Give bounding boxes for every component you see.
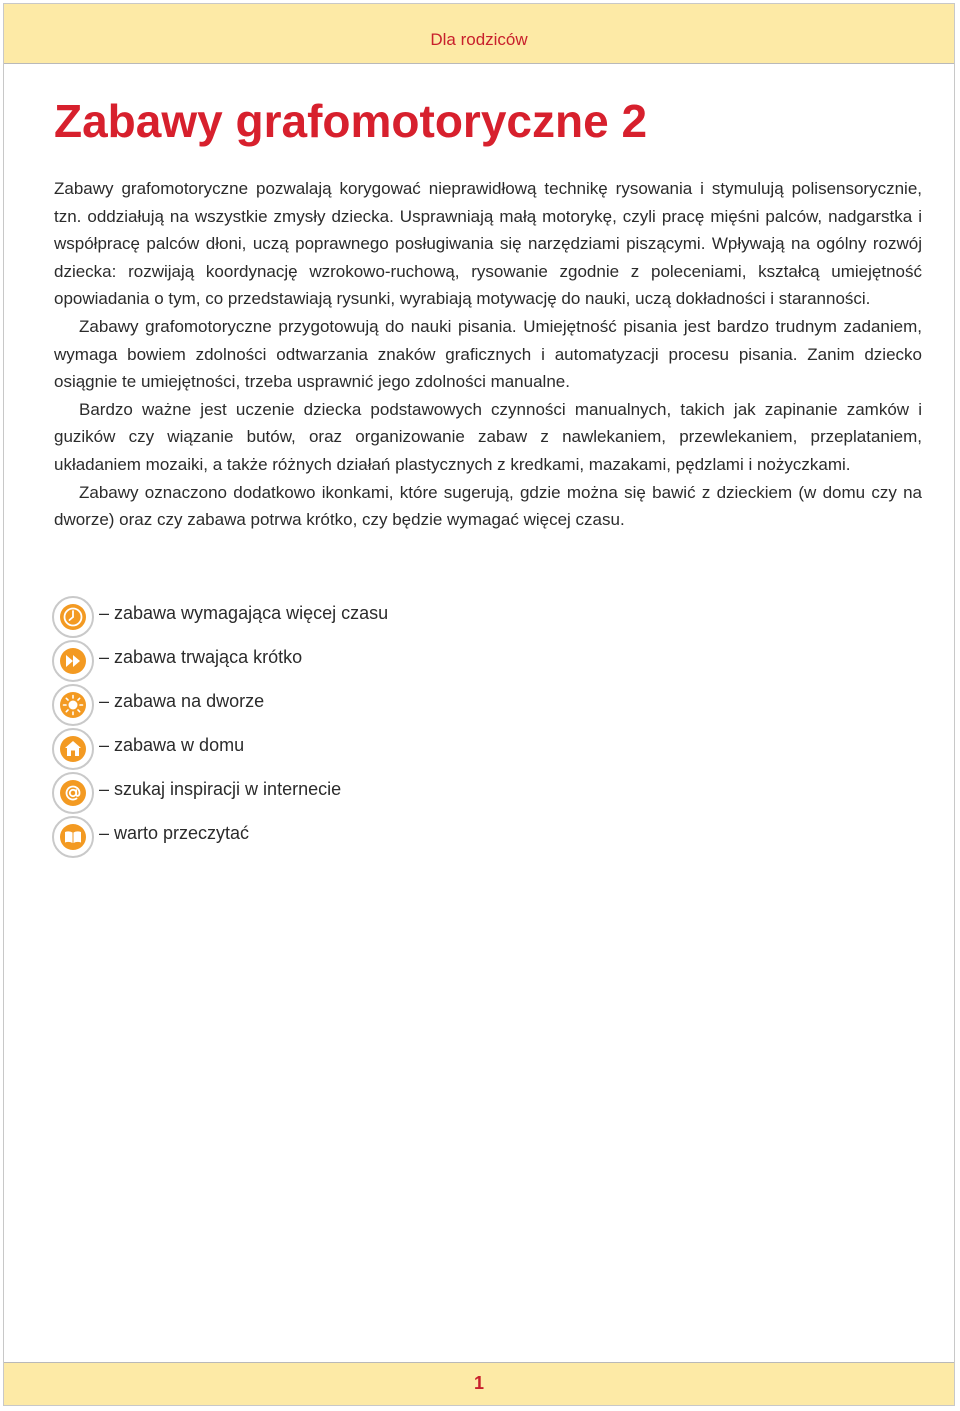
legend-label: – zabawa wymagająca więcej czasu [99,603,389,623]
legend-label: – zabawa w domu [99,735,245,755]
legend-item-home [52,728,652,772]
legend-item-more-time [52,596,652,640]
legend-label: – zabawa na dworze [99,691,265,711]
page-title: Zabawy grafomotoryczne 2 [54,95,648,147]
paragraph-1: Zabawy grafomotoryczne pozwalają korygować nieprawidłową technikę rysowania i stymulują polisensorycznie, tzn. oddziałują na wszystkie zmysły dziecka. Usprawniają małą motorykę, czyli pracę mięśni palców, nadgarstka i współpracę palców dłoni, uczą poprawnego posługiwania się narzędziami piszącymi. Wpływają na ogólny rozwój dziecka: rozwijają koordynację wzrokowo-ruchową, rysowanie zgodnie z poleceniami, kształcą umiejętność opowiadania o tym, co przedstawiają rysunki, wyrabiają motywację do nauki, uczą dokładności i staranności. [54,179,922,309]
body-text [54,175,922,534]
legend-label: – szukaj inspiracji w internecie [99,779,342,799]
sun-icon [52,684,94,726]
legend-item-read [52,816,652,860]
legend-item-short [52,640,652,684]
header-label: Dla rodziców [430,30,528,49]
page-number: 1 [473,1373,484,1393]
footer-band [4,1362,954,1405]
legend-label: – zabawa trwająca krótko [99,647,303,667]
paragraph-2: Zabawy grafomotoryczne przygotowują do nauki pisania. Umiejętność pisania jest bardzo trudnym zadaniem, wymaga bowiem zdolności odtwarzania znaków graficznych i automatyzacji procesu pisania. Zanim dziecko osiągnie te umiejętności, trzeba usprawnić jego zdolności manualne. [54,316,922,392]
header-band [4,4,954,64]
icon-legend [52,596,652,860]
legend-item-outdoor [52,684,652,728]
legend-label: – warto przeczytać [99,823,250,843]
clock-icon [52,596,94,638]
paragraph-3: Bardzo ważne jest uczenie dziecka podstawowych czynności manualnych, takich jak zapinanie zamków i guzików czy wiązanie butów, oraz organizowanie zabaw z nawlekaniem, przewlekaniem, przeplataniem, układaniem mozaiki, a także różnych działań plastycznych z kredkami, mazakami, pędzlami i nożyczkami. [54,399,922,474]
fast-forward-icon [52,640,94,682]
legend-item-internet [52,772,652,816]
paragraph-4: Zabawy oznaczono dodatkowo ikonkami, które sugerują, gdzie można się bawić z dzieckiem (w domu czy na dworze) oraz czy zabawa potrwa krótko, czy będzie wymagać więcej czasu. [54,482,922,530]
book-icon [52,816,94,858]
at-sign-icon [52,772,94,814]
house-icon [52,728,94,770]
